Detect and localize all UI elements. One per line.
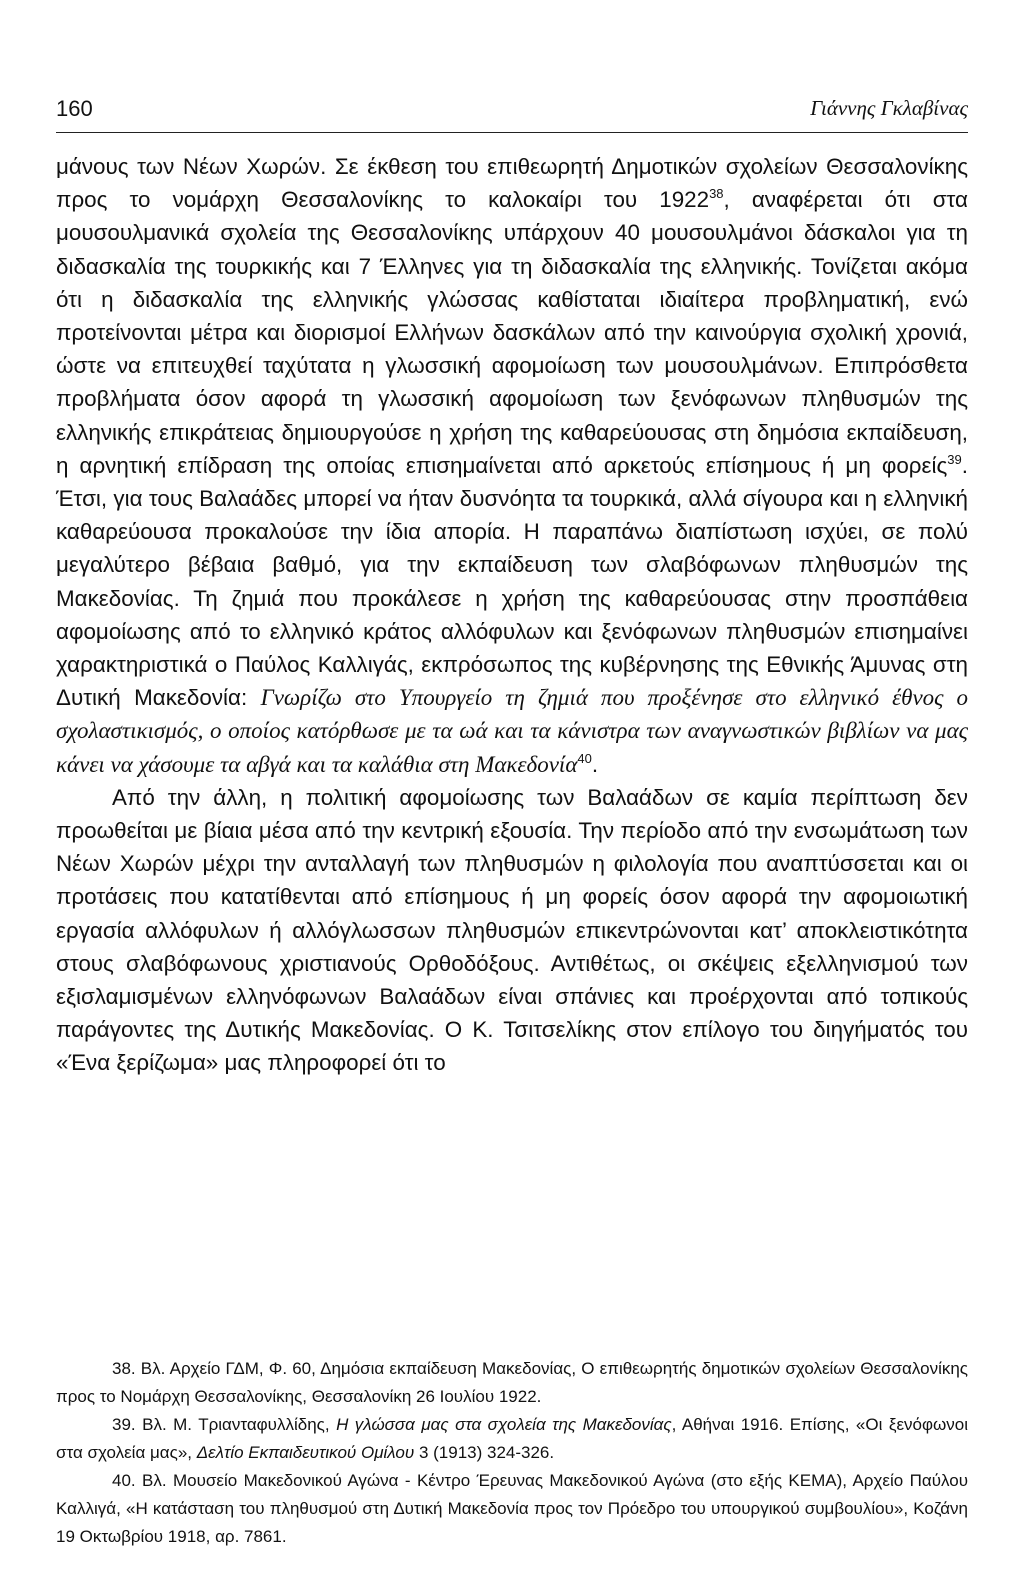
footnote-39 [56,1411,968,1467]
page-header [56,92,968,133]
paragraph-2: Από την άλλη, η πολιτική αφομοίωσης των Βαλαάδων σε καμία περίπτωση δεν προωθείται με βίαια μέσα από την κεντρική εξουσία. Την περίοδο από την ενσωμάτωση των Νέων Χωρών μέχρι την ανταλλαγή των πληθυσμών η φιλολογία που αναπτύσσεται και οι προτάσεις που κατατίθενται από επίσημους ή μη φορείς όσον αφορά την αφομοιωτική εργασία αλλόφυλων ή αλλόγλωσσων πληθυσμών επικεντρώνονται κατ’ αποκλειστικότητα στους σλαβόφωνους χριστιανούς Ορθοδόξους. Αντιθέτως, οι σκέψεις εξελληνισμού των εξισλαμισμένων ελληνόφωνων Βαλαάδων είναι σπάνιες και προέρχονται από τοπικούς παράγοντες της Δυτικής Μακεδονίας. Ο Κ. Τσιτσελίκης στον επίλογο του διηγήματός του «Ένα ξερίζωμα» μας πληροφορεί ότι το [56,784,968,1076]
footnotes [56,1355,968,1551]
paragraph-1 [56,150,968,781]
footnote-39-journal-title: Δελτίο Εκπαιδευτικού Ομίλου [196,1443,415,1462]
footnote-ref-39: 39 [947,451,962,467]
running-head-author: Γιάννης Γκλαβίνας [810,96,968,120]
footnote-38: 38. Βλ. Αρχείο ΓΔΜ, Φ. 60, Δημόσια εκπαίδευση Μακεδονίας, Ο επιθεωρητής δημοτικών σχολείων Θεσσαλονίκης προς το Νομάρχη Θεσσαλονίκης, Θεσσαλονίκη 26 Ιουλίου 1922. [56,1359,968,1406]
page-number: 160 [56,96,93,121]
footnote-39-text-c: 3 (1913) 324-326. [414,1443,555,1462]
footnote-ref-40: 40 [577,750,592,766]
footnote-39-text-a: 39. Βλ. Μ. Τριανταφυλλίδης, [112,1415,337,1434]
paragraph-1-text-d: . [591,751,599,777]
main-text [56,150,968,1080]
paragraph-1-text-b: , αναφέρεται ότι στα μουσουλμανικά σχολεία της Θεσσαλονίκης υπάρχουν 40 μουσουλμάνοι δάσκαλοι για τη διδασκαλία της τουρκικής και 7 Έλληνες για τη διδασκαλία της ελληνικής. Τονίζεται ακόμα ότι η διδασκαλία της ελληνικής γλώσσας καθίσταται ιδιαίτερα προβληματική, ενώ προτείνονται μέτρα και διορισμοί Ελλήνων δασκάλων από την καινούργια σχολική χρονιά, ώστε να επιτευχθεί ταχύτατα η γλωσσική αφομοίωση των μουσουλμάνων. Επιπρόσθετα προβλήματα όσον αφορά τη γλωσσική αφομοίωση των ξενόφωνων πληθυσμών της ελληνικής επικράτειας δημιουργούσε η χρήση της καθαρεύουσας στη δημόσια εκπαίδευση, η αρνητική επίδραση της οποίας επισημαίνεται από αρκετούς επίσημους ή μη φορείς [56,187,968,478]
footnote-39-book-title: Η γλώσσα μας στα σχολεία της Μακεδονίας [336,1415,672,1434]
kalligas-quote: Γνωρίζω στο Υπουργείο τη ζημιά που προξένησε στο ελληνικό έθνος ο σχολαστικισμός, ο οποίος κατόρθωσε με τα ωά και τα κάνιστρα των αναγνωστικών βιβλίων να μας κάνει να χάσουμε τα αβγά και τα καλάθια στη Μακεδονία [56,685,968,777]
paragraph-1-text-c: . Έτσι, για τους Βαλαάδες μπορεί να ήταν δυσνόητα τα τουρκικά, αλλά σίγουρα και η ελληνική καθαρεύουσα προκαλούσε την ίδια απορία. Η παραπάνω διαπίστωση ισχύει, σε πολύ μεγαλύτερο βέβαια βαθμό, για την εκπαίδευση των σλαβόφωνων πληθυσμών της Μακεδονίας. Τη ζημιά που προκάλεσε η χρήση της καθαρεύουσας στην προσπάθεια αφομοίωσης από το ελληνικό κράτος αλλόφυλων και ξενόφωνων πληθυσμών επισημαίνει χαρακτηριστικά ο Παύλος Καλλιγάς, εκπρόσωπος της κυβέρνησης της Εθνικής Άμυνας στη Δυτική Μακεδονία: [56,452,968,711]
footnote-40: 40. Βλ. Μουσείο Μακεδονικού Αγώνα - Κέντρο Έρευνας Μακεδονικού Αγώνα (στο εξής ΚΕΜΑ), Αρχείο Παύλου Καλλιγά, «Η κατάσταση του πληθυσμού στη Δυτική Μακεδονία προς τον Πρόεδρο του υπουργικού συμβουλίου», Κοζάνη 19 Οκτωβρίου 1918, αρ. 7861. [56,1471,968,1546]
footnote-ref-38: 38 [709,186,724,202]
footnote-39-text-b: , Αθήναι 1916. Επίσης, «Οι ξενόφωνοι στα σχολεία μας», [56,1415,969,1462]
paragraph-1-text-a: μάνους των Νέων Χωρών. Σε έκθεση του επιθεωρητή Δημοτικών σχολείων Θεσσαλονίκης προς το νομάρχη Θεσσαλονίκης το καλοκαίρι του 1922 [56,154,968,213]
